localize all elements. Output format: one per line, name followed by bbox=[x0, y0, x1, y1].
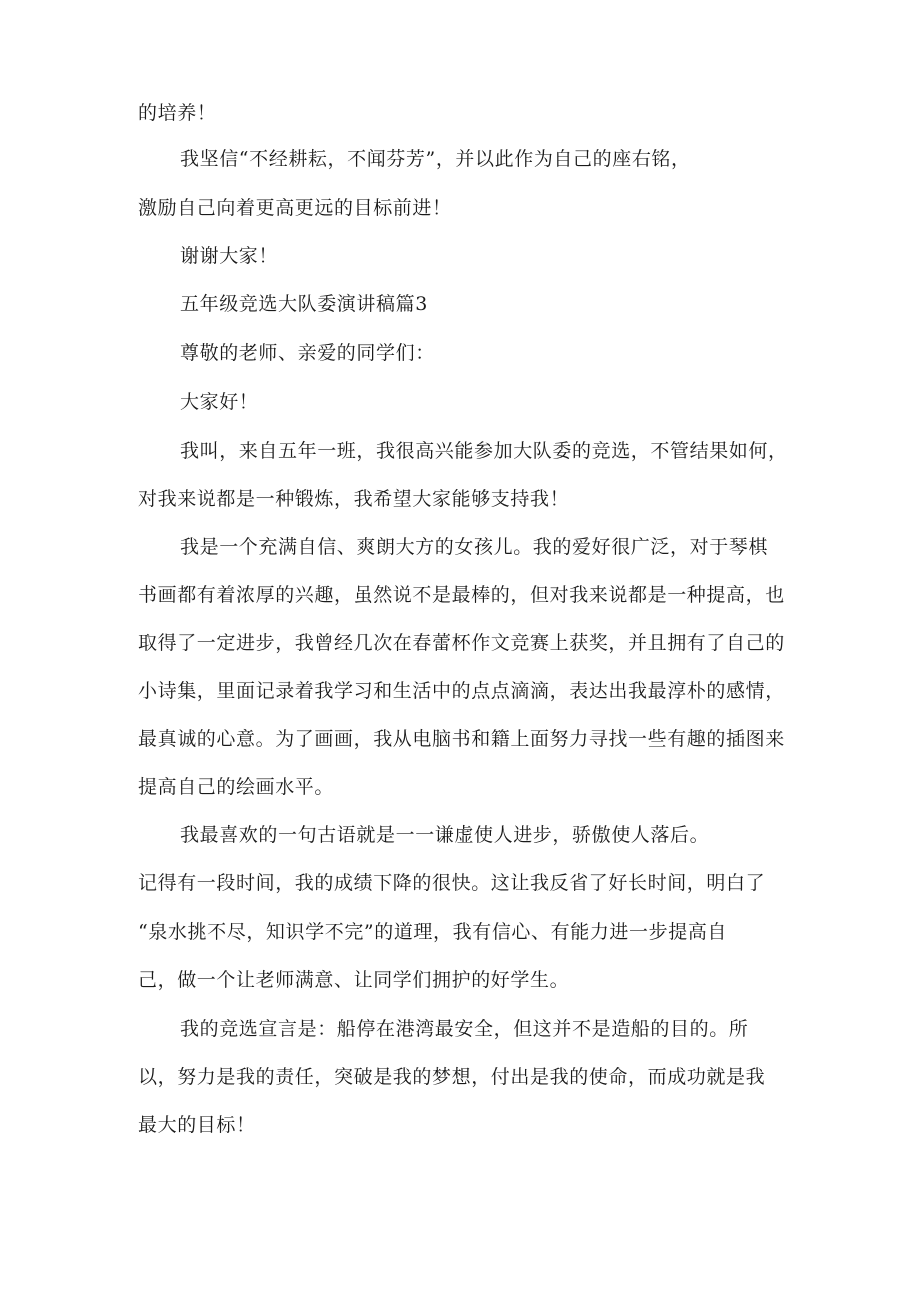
text-line: 记得有一段时间，我的成绩下降的很快。这让我反省了好长时间，明白了 bbox=[138, 872, 766, 894]
text-line: 我叫，来自五年一班，我很高兴能参加大队委的竞选，不管结果如何， bbox=[180, 440, 788, 462]
text-line: 最大的目标！ bbox=[138, 1114, 256, 1136]
text-line: 我坚信“不经耕耘，不闻芬芳”，并以此作为自己的座右铭， bbox=[180, 148, 691, 170]
text-line: 书画都有着浓厚的兴趣，虽然说不是最棒的，但对我来说都是一种提高，也 bbox=[138, 584, 785, 606]
text-line: 我的竞选宣言是：船停在港湾最安全，但这并不是造船的目的。所 bbox=[180, 1018, 749, 1040]
section-heading: 五年级竞选大队委演讲稿篇3 bbox=[180, 293, 428, 315]
text-line: 己，做一个让老师满意、让同学们拥护的好学生。 bbox=[138, 969, 570, 991]
greeting: 大家好！ bbox=[180, 391, 259, 413]
text-line: “泉水挑不尽，知识学不完”的道理，我有信心、有能力进一步提高自 bbox=[138, 921, 728, 943]
text-line: 激励自己向着更高更远的目标前进！ bbox=[138, 197, 452, 219]
text-line: 提高自己的绘画水平。 bbox=[138, 776, 335, 798]
salutation: 尊敬的老师、亲爱的同学们： bbox=[180, 342, 435, 364]
text-line: 谢谢大家！ bbox=[180, 245, 279, 267]
text-line: 我最喜欢的一句古语就是一一谦虚使人进步，骄傲使人落后。 bbox=[180, 824, 710, 846]
text-line: 的培养！ bbox=[138, 102, 217, 124]
text-line: 小诗集，里面记录着我学习和生活中的点点滴滴，表达出我最淳朴的感情， bbox=[138, 680, 785, 702]
text-line: 我是一个充满自信、爽朗大方的女孩儿。我的爱好很广泛，对于琴棋 bbox=[180, 536, 769, 558]
text-line: 最真诚的心意。为了画画，我从电脑书和籍上面努力寻找一些有趣的插图来 bbox=[138, 728, 785, 750]
text-line: 以，努力是我的责任，突破是我的梦想，付出是我的使命，而成功就是我 bbox=[138, 1066, 766, 1088]
text-line: 取得了一定进步，我曾经几次在春蕾杯作文竞赛上获奖，并且拥有了自己的 bbox=[138, 632, 785, 654]
text-line: 对我来说都是一种锻炼，我希望大家能够支持我！ bbox=[138, 488, 570, 510]
